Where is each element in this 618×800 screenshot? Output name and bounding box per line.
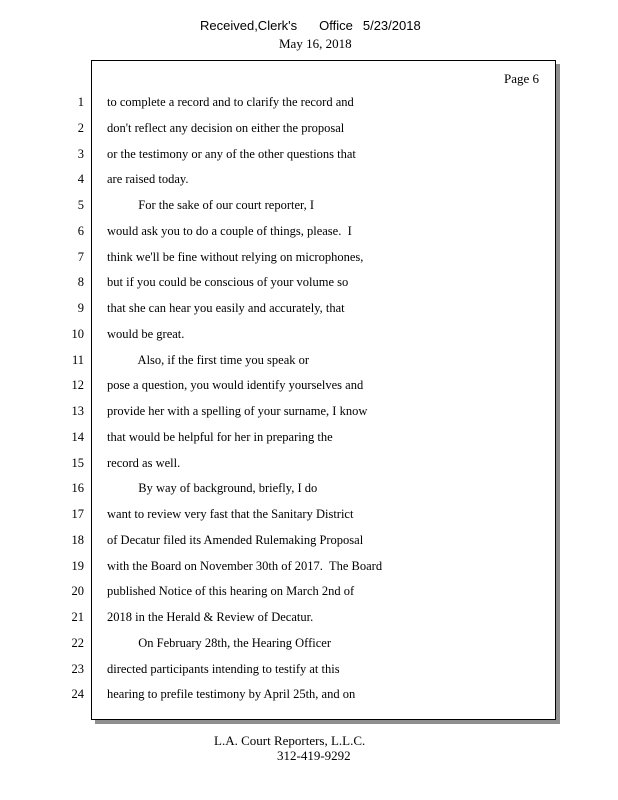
line-number: 23 <box>71 661 84 676</box>
line-number: 16 <box>71 481 84 496</box>
transcript-line: would be great. <box>107 326 185 341</box>
transcript-line: For the sake of our court reporter, I <box>107 198 315 212</box>
line-number: 19 <box>71 558 84 573</box>
transcript-line: published Notice of this hearing on March 2nd of <box>107 584 355 599</box>
stamp-received: Received,Clerk's <box>200 18 298 33</box>
hearing-date: May 16, 2018 <box>279 36 352 51</box>
line-number: 24 <box>71 687 84 702</box>
transcript-line: provide her with a spelling of your surname, I know <box>107 404 368 418</box>
line-number: 6 <box>77 223 84 238</box>
transcript-line: with the Board on November 30th of 2017. The Board <box>107 558 383 573</box>
line-number: 13 <box>71 404 84 418</box>
transcript-line: think we'll be fine without relying on microphones, <box>107 249 364 264</box>
transcript-line: directed participants intending to testify at this <box>107 661 340 676</box>
received-stamp <box>200 18 421 33</box>
line-number: 11 <box>71 352 84 367</box>
transcript-line: would ask you to do a couple of things, please. I <box>107 223 352 238</box>
transcript-text <box>107 93 547 711</box>
transcript-line: pose a question, you would identify yourselves and <box>107 378 364 393</box>
transcript-line: hearing to prefile testimony by April 25th, and on <box>107 687 356 702</box>
line-number-column <box>60 93 84 711</box>
transcript-line: that would be helpful for her in preparing the <box>107 429 333 444</box>
transcript-line: are raised today. <box>107 172 189 187</box>
line-number: 3 <box>77 146 84 161</box>
line-number: 10 <box>71 326 84 341</box>
page-number: Page 6 <box>504 71 540 86</box>
line-number: 8 <box>77 275 84 290</box>
transcript-line: or the testimony or any of the other questions that <box>107 146 356 161</box>
transcript-line: to complete a record and to clarify the record and <box>107 95 354 109</box>
transcript-line: Also, if the first time you speak or <box>107 352 310 367</box>
line-number: 12 <box>71 378 84 393</box>
transcript-line: 2018 in the Herald & Review of Decatur. <box>107 610 314 624</box>
line-number: 20 <box>71 584 84 599</box>
footer-phone: 312-419-9292 <box>277 748 351 763</box>
line-number: 15 <box>71 455 84 470</box>
line-number: 22 <box>71 635 84 650</box>
line-number: 21 <box>71 610 84 624</box>
line-number: 1 <box>77 95 84 109</box>
line-number: 18 <box>71 532 84 547</box>
transcript-line: record as well. <box>107 455 181 470</box>
transcript-line: but if you could be conscious of your volume so <box>107 275 349 290</box>
transcript-line: want to review very fast that the Sanitary District <box>107 507 354 521</box>
transcript-line: By way of background, briefly, I do <box>107 481 318 496</box>
line-number: 9 <box>77 301 84 315</box>
stamp-office: Office <box>319 18 353 33</box>
line-number: 5 <box>77 198 84 212</box>
transcript-line: don't reflect any decision on either the proposal <box>107 120 345 135</box>
stamp-date: 5/23/2018 <box>362 18 421 33</box>
line-number: 4 <box>77 172 84 187</box>
footer-company: L.A. Court Reporters, L.L.C. <box>214 733 366 748</box>
transcript-line: of Decatur filed its Amended Rulemaking Proposal <box>107 532 364 547</box>
transcript-line: that she can hear you easily and accurately, that <box>107 301 345 315</box>
transcript-line: On February 28th, the Hearing Officer <box>107 635 332 650</box>
line-number: 14 <box>71 429 84 444</box>
line-number: 2 <box>77 120 84 135</box>
line-number: 17 <box>71 507 84 521</box>
line-number: 7 <box>77 249 84 264</box>
